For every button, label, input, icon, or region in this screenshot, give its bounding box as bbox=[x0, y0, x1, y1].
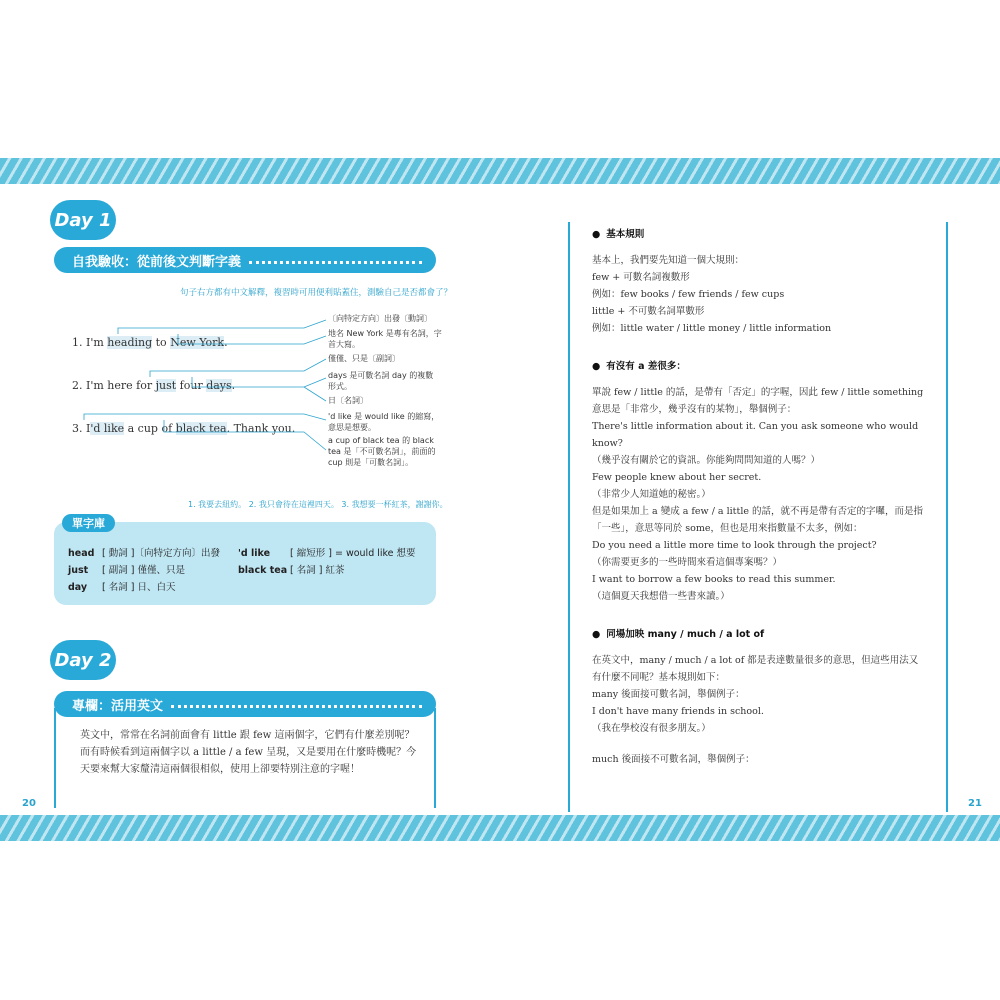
note-just-meaning: 僅僅、只是〔副詞〕 bbox=[328, 354, 400, 363]
text-line: I don't have many friends in school. bbox=[592, 706, 764, 717]
note-d-like: 'd like 是 would like 的縮寫，意思是想要。 bbox=[328, 412, 440, 432]
text-line: （幾乎沒有關於它的資訊。你能夠問問知道的人嗎？） bbox=[592, 455, 821, 466]
text-line: Few people knew about her secret. bbox=[592, 472, 762, 483]
heading-with-a bbox=[592, 358, 686, 372]
text-line: （非常少人知道她的秘密。） bbox=[592, 489, 711, 500]
heading-basic-rules bbox=[592, 226, 644, 240]
highlighted-word: days bbox=[206, 379, 232, 392]
vocab-item bbox=[68, 545, 220, 559]
sentence-text: a cup of bbox=[124, 422, 176, 435]
text-line: little + 不可數名詞單數形 bbox=[592, 306, 705, 317]
vocab-word: day bbox=[68, 582, 88, 593]
section-title-text: 自我驗收：從前後文判斷字義 bbox=[72, 254, 242, 270]
text-line: I want to borrow a few books to read this summer. bbox=[592, 574, 836, 585]
sentence-text: 3. I bbox=[72, 422, 91, 435]
text-line: 例如：little water / little money / little information bbox=[592, 323, 832, 334]
highlighted-word: 'd like bbox=[90, 422, 125, 435]
page-number-right: 21 bbox=[968, 798, 982, 809]
vocab-definition: [ 副詞 ] 僅僅、只是 bbox=[102, 565, 185, 576]
sentence-text: . bbox=[224, 336, 228, 349]
day1-badge: Day 1 bbox=[50, 200, 116, 240]
text-line: many 後面接可數名詞，舉個例子： bbox=[592, 689, 745, 700]
vocab-word: head bbox=[68, 548, 95, 559]
text-line: Do you need a little more time to look through the project? bbox=[592, 540, 877, 551]
highlighted-word: heading bbox=[107, 336, 153, 349]
vocab-item bbox=[238, 545, 416, 559]
vocab-item bbox=[68, 579, 175, 593]
paragraph-much: much 後面接不可數名詞，舉個例子： bbox=[592, 754, 755, 765]
sentence-text: to bbox=[152, 336, 171, 349]
instruction-hint: 句子右方都有中文解釋，複習時可用便利貼蓋住，測驗自己是否都會了？ bbox=[180, 288, 453, 298]
highlighted-word: black tea bbox=[175, 422, 227, 435]
vocab-definition: [ 名詞 ] 紅茶 bbox=[290, 565, 345, 576]
vocab-title: 單字庫 bbox=[62, 514, 115, 532]
text-line: few + 可數名詞複數形 bbox=[592, 272, 690, 283]
vocab-definition: [ 動詞 ]〔向特定方向〕出發 bbox=[102, 548, 220, 559]
sentence-text: four bbox=[176, 379, 207, 392]
dotted-divider bbox=[171, 700, 422, 708]
heading-text: 有沒有 a 差很多： bbox=[606, 361, 686, 372]
note-days-plural: days 是可數名詞 day 的複數形式。 bbox=[328, 371, 434, 391]
text-line: There's little information about it. Can you ask someone who would know? bbox=[592, 421, 919, 449]
bullet-icon: ● bbox=[592, 229, 601, 240]
vocab-item bbox=[68, 562, 185, 576]
text-line: 單說 few / little 的話，是帶有「否定」的字喔，因此 few / little something 意思是「非常少，幾乎沒有的某物」，舉個例子： bbox=[592, 387, 924, 415]
paragraph-with-a bbox=[592, 384, 924, 605]
vocab-definition: [ 名詞 ] 日、白天 bbox=[102, 582, 176, 593]
heading-text: 基本規則 bbox=[606, 229, 645, 240]
answer-translations: 1. 我要去紐約。 2. 我只會待在這裡四天。 3. 我想要一杯紅茶，謝謝你。 bbox=[188, 500, 448, 509]
sentence-text: 1. I'm bbox=[72, 336, 108, 349]
vocab-word: black tea bbox=[238, 565, 288, 576]
vocab-definition: [ 縮短形 ] = would like 想要 bbox=[290, 548, 416, 559]
text-line: 例如：few books / few friends / few cups bbox=[592, 289, 785, 300]
text-line: （我在學校沒有很多朋友。） bbox=[592, 723, 711, 734]
sentence-text: . bbox=[231, 379, 236, 392]
bullet-icon: ● bbox=[592, 361, 601, 372]
day2-badge: Day 2 bbox=[50, 640, 116, 680]
highlighted-word: just bbox=[155, 379, 177, 392]
note-day-meaning: 日〔名詞〕 bbox=[328, 396, 368, 405]
note-new-york: 地名 New York 是專有名詞，字首大寫。 bbox=[328, 329, 442, 349]
bullet-icon: ● bbox=[592, 629, 601, 640]
text-line: 在英文中，many / much / a lot of 都是表達數量很多的意思，但這些用法又有什麼不同呢？基本規則如下： bbox=[592, 655, 919, 683]
vocab-item bbox=[238, 562, 344, 576]
note-heading-meaning: 〔向特定方向〕出發〔動詞〕 bbox=[328, 314, 432, 323]
vocab-word: 'd like bbox=[238, 548, 271, 559]
text-line: 基本上，我們要先知道一個大規則： bbox=[592, 255, 745, 266]
heading-text: 同場加映 many / much / a lot of bbox=[606, 629, 765, 640]
vocab-word: just bbox=[68, 565, 89, 576]
text-line: 但是如果加上 a 變成 a few / a little 的話，就不再是帶有否定的字囉，而是指「一些」，意思等同於 some，但也是用來指數量不太多，例如： bbox=[592, 506, 923, 534]
section-title-column bbox=[54, 691, 436, 717]
column-paragraph: 英文中，常常在名詞前面會有 little 跟 few 這兩個字，它們有什麼差別呢？而有時候看到這兩個字以 a little / a few 呈現，又是要用在什麼時機呢？今天要來幫大家釐清這兩個很相似，使用上卻要特別注意的字喔！ bbox=[80, 730, 417, 775]
section-title-text: 專欄：活用英文 bbox=[72, 698, 164, 714]
text-line: （這個夏天我想借一些書來讀。） bbox=[592, 591, 730, 602]
text-line: （你需要更多的一些時間來看這個專案嗎？） bbox=[592, 557, 783, 568]
sentence-text: 2. I'm here for bbox=[72, 379, 156, 392]
highlighted-word: New York bbox=[170, 336, 225, 349]
sentence-text: . Thank you. bbox=[226, 422, 296, 435]
note-black-tea: a cup of black tea 的 black tea 是「不可數名詞」，前面的 cup 則是「可數名詞」。 bbox=[328, 436, 436, 467]
paragraph-basic-rules bbox=[592, 252, 924, 337]
page-number-left: 20 bbox=[22, 798, 36, 809]
heading-many-much bbox=[592, 626, 764, 640]
paragraph-many-much bbox=[592, 652, 924, 737]
